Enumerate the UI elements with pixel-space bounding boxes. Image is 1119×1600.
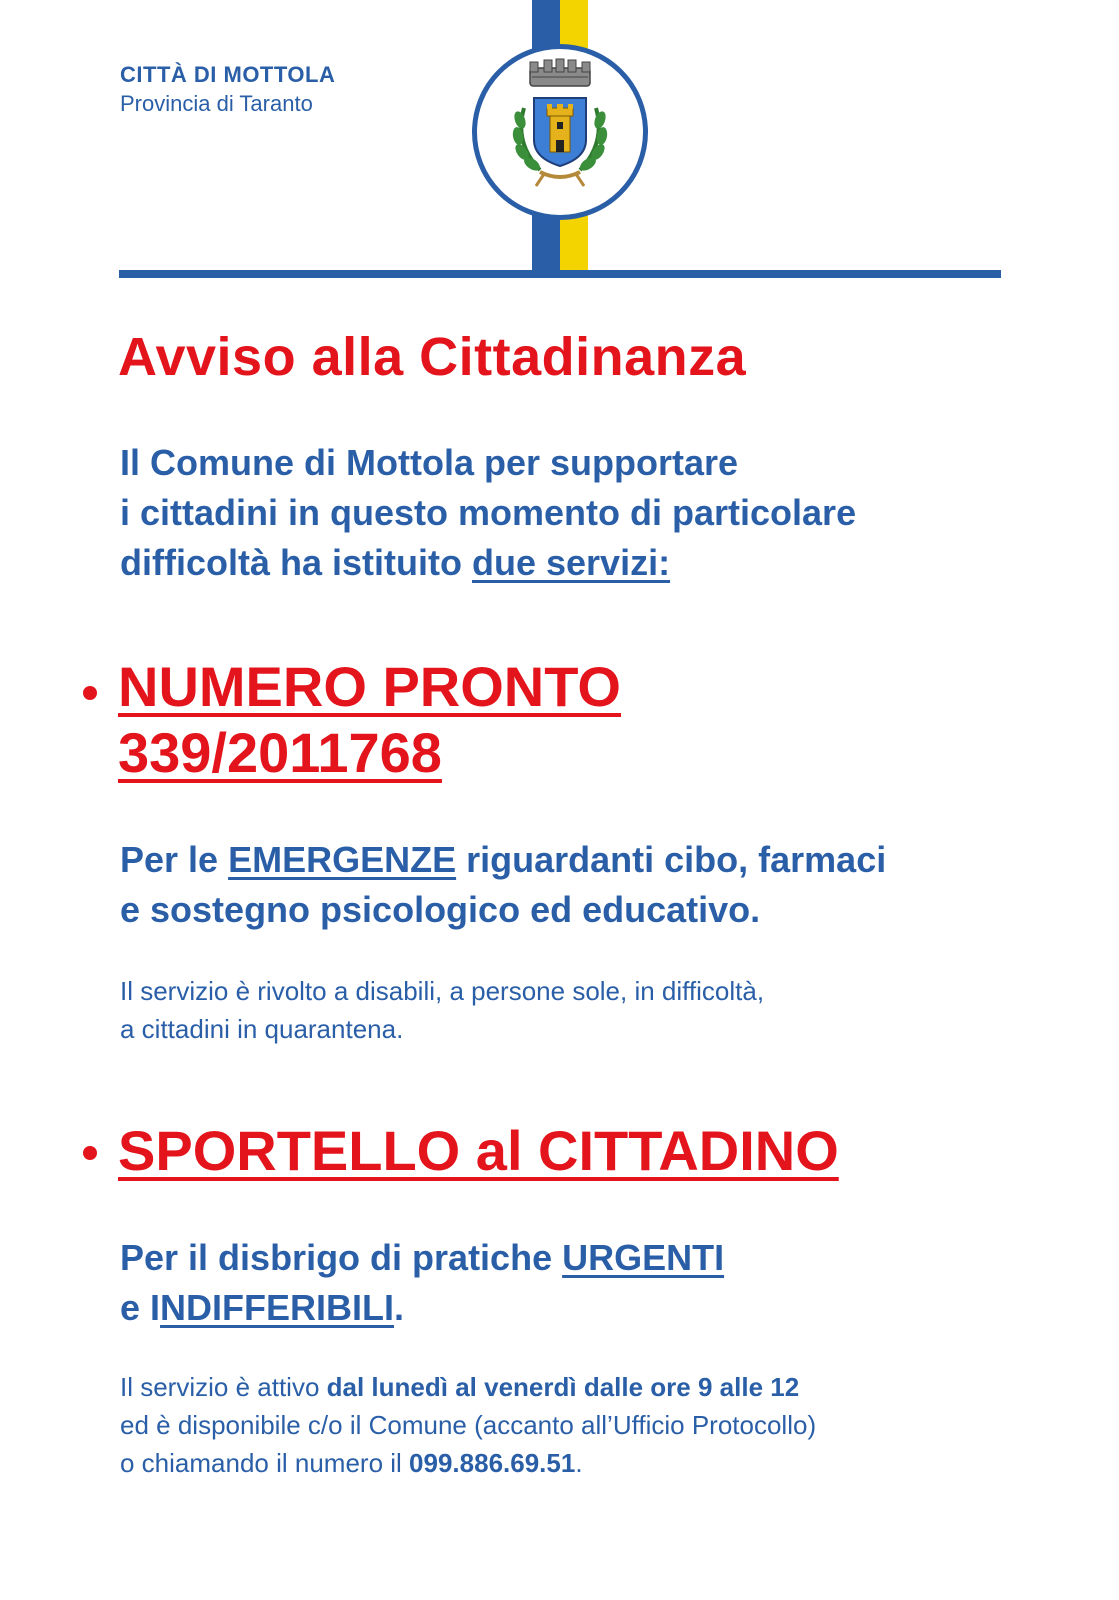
service2-note-text: . (575, 1448, 583, 1478)
intro-underlined-text: due servizi: (471, 542, 671, 583)
intro-line-text: difficoltà ha istituito (120, 542, 472, 583)
service2-phone-number: 099.886.69.51 (409, 1448, 576, 1478)
service2-note-line: ed è disponibile c/o il Comune (accanto all’Ufficio Protocollo) (120, 1410, 817, 1440)
service1-desc-emphasis: EMERGENZE (228, 839, 457, 880)
service2-title-text: SPORTELLO al CITTADINO (118, 1119, 839, 1182)
service2-title (118, 1118, 839, 1184)
service2-desc-text: e I (120, 1287, 161, 1328)
service1-note (120, 972, 764, 1048)
service1-title-line: NUMERO PRONTO (118, 655, 621, 718)
service2-note-text: Il servizio è attivo (120, 1372, 327, 1402)
service1-description (120, 835, 886, 935)
service2-note (120, 1368, 816, 1482)
service1-desc-line: e sostegno psicologico ed educativo. (120, 889, 761, 930)
intro-line: i cittadini in questo momento di particolare (120, 492, 857, 533)
service1-note-line: a cittadini in quarantena. (120, 1014, 404, 1044)
service2-description (120, 1233, 724, 1333)
service2-desc-text: Per il disbrigo di pratiche (120, 1237, 563, 1278)
coat-of-arms-icon (500, 58, 620, 208)
service2-desc-emphasis: NDIFFERIBILI (160, 1287, 395, 1328)
bullet-icon (83, 686, 97, 700)
service2-note-text: o chiamando il numero il (120, 1448, 410, 1478)
city-name: CITTÀ DI MOTTOLA (120, 62, 336, 87)
intro-line: Il Comune di Mottola per supportare (120, 442, 739, 483)
service2-desc-emphasis: URGENTI (562, 1237, 725, 1278)
service1-note-line: Il servizio è rivolto a disabili, a persone sole, in difficoltà, (120, 976, 765, 1006)
service1-phone-number: 339/2011768 (118, 721, 442, 784)
service1-desc-text: Per le (120, 839, 229, 880)
header-divider (119, 270, 1001, 278)
bullet-icon (83, 1146, 97, 1160)
intro-paragraph (120, 438, 1020, 588)
notice-title: Avviso alla Cittadinanza (118, 327, 747, 387)
intro-line (120, 538, 1020, 588)
service2-hours: dal lunedì al venerdì dalle ore 9 alle 12 (326, 1372, 800, 1402)
service1-title (118, 654, 621, 786)
service2-desc-text: . (394, 1287, 405, 1328)
province-name: Provincia di Taranto (120, 91, 313, 116)
service1-desc-text: riguardanti cibo, farmaci (456, 839, 887, 880)
